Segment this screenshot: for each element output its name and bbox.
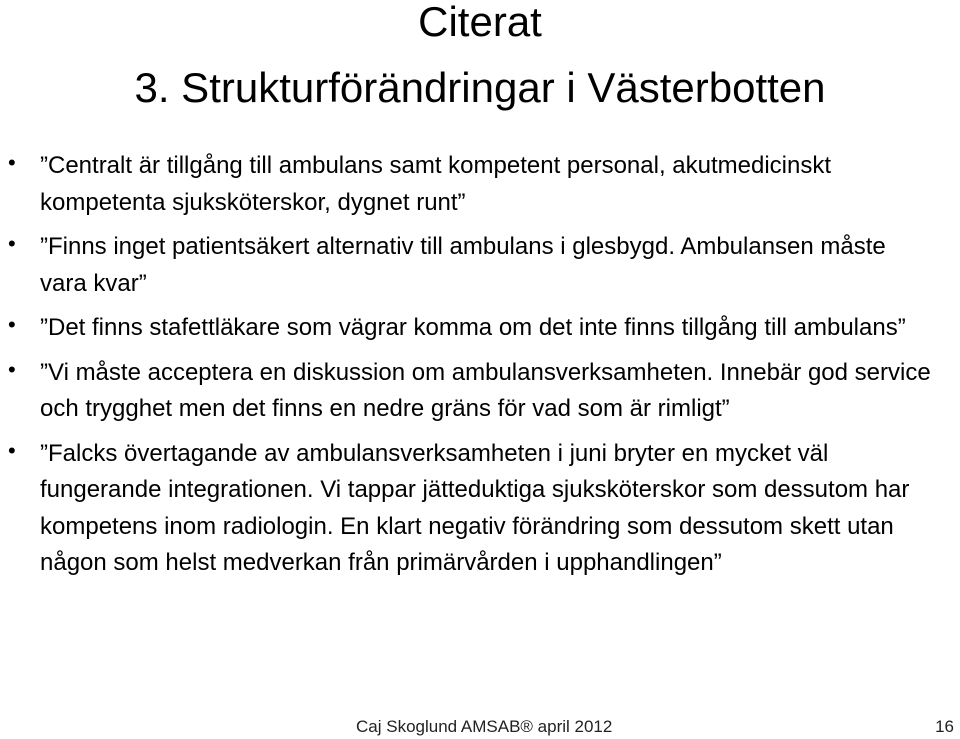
bullet-text: ”Det finns stafettläkare som vägrar komma om det inte finns tillgång till ambulans” [40,314,906,341]
bullet-item [0,310,960,347]
bullet-dot-icon: • [8,231,16,256]
bullet-item [0,229,960,302]
bullet-dot-icon: • [8,356,16,382]
bullet-dot-icon: • [8,437,16,463]
bullet-text: ”Vi måste acceptera en diskussion om ambulansverksamheten. Innebär god service och trygghet men det finns en nedre gräns för vad som är rimligt” [40,358,931,422]
bullet-text: ”Finns inget patientsäkert alternativ till ambulans i glesbygd. Ambulansen måste vara kvar” [40,233,886,297]
footer-author: Caj Skoglund AMSAB® april 2012 [356,717,613,736]
bullet-item [0,436,960,582]
page-number: 16 [935,717,954,736]
bullet-list [0,148,960,590]
slide-footer [0,714,960,739]
bullet-dot-icon: • [8,312,16,337]
bullet-item [0,355,960,428]
slide-title-line-1: Citerat [418,0,542,45]
bullet-text: ”Centralt är tillgång till ambulans samt kompetent personal, akutmedicinskt kompetenta sjuksköterskor, dygnet runt” [40,152,832,216]
slide-title-line-2: 3. Strukturförändringar i Västerbotten [134,64,826,111]
bullet-dot-icon: • [8,150,16,175]
bullet-text: ”Falcks övertagande av ambulansverksamheten i juni bryter en mycket väl fungerande integrationen. Vi tappar jätteduktiga sjuksköterskor som dessutom har kompetens inom radiologin. En klart negativ förändring som dessutom skett utan någon som helst medverkan från primärvården i upphandlingen” [40,439,910,576]
slide-title [0,0,960,110]
bullet-item [0,148,960,221]
